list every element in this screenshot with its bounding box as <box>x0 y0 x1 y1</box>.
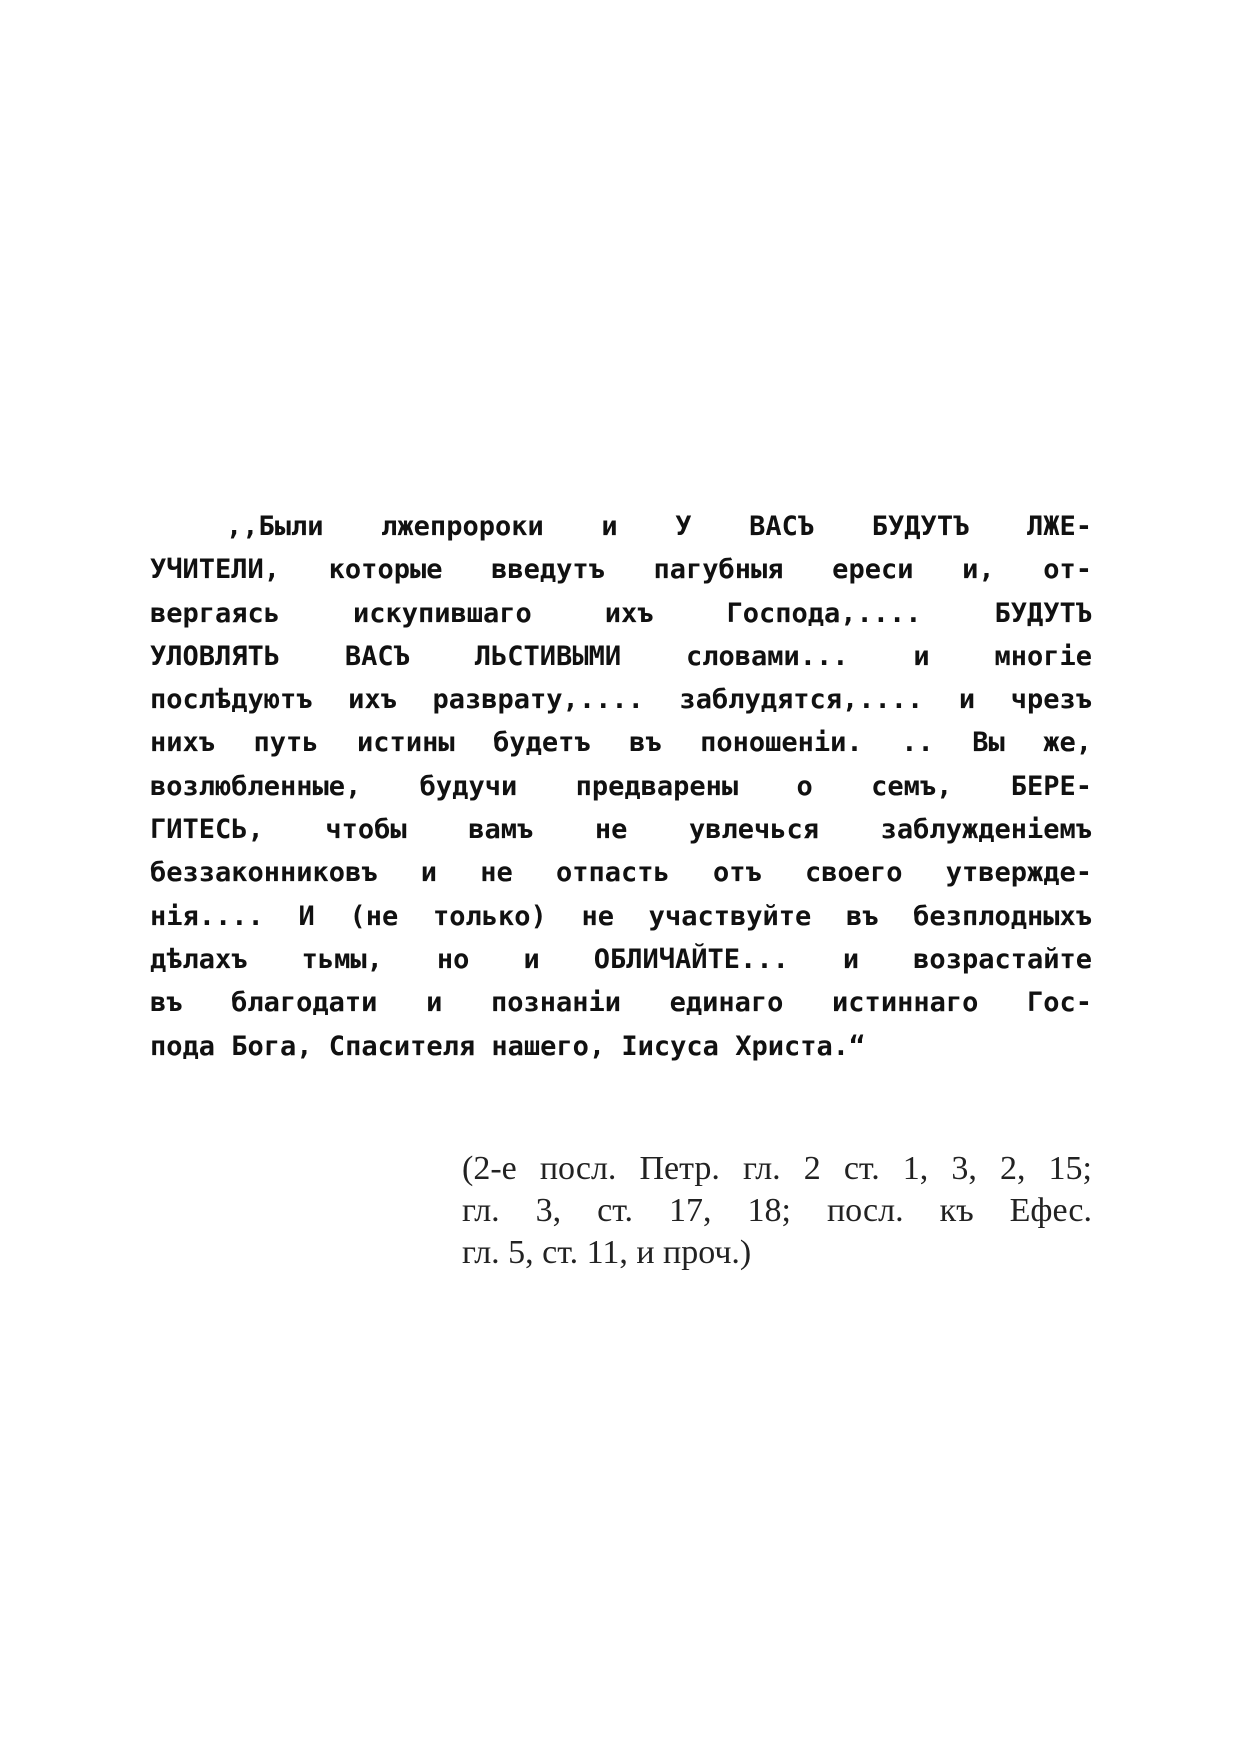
quote-line: УЛОВЛЯТЬ ВАСЪ ЛЬСТИВЫМИ словами... и многіе <box>150 640 1092 672</box>
quote-line: нія.... И (не только) не участвуйте въ безплодныхъ <box>150 900 1092 932</box>
quote-line: дѣлахъ тьмы, но и ОБЛИЧАЙТЕ... и возрастайте <box>150 943 1092 975</box>
epigraph-quote <box>150 505 1092 1068</box>
quote-line: ,,Были лжепророки и У ВАСЪ БУДУТЪ ЛЖЕ- <box>226 511 1092 542</box>
quote-line: пода Бога, Спасителя нашего, Іисуса Христа.“ <box>150 1030 866 1062</box>
quote-line: возлюбленные, будучи предварены о семъ, БЕРЕ- <box>150 770 1092 802</box>
quote-line: послѣдуютъ ихъ разврату,.... заблудятся,.... и чрезъ <box>150 684 1092 716</box>
scripture-reference <box>462 1148 1092 1274</box>
quote-line: въ благодати и познаніи единаго истиннаго Гос- <box>150 987 1092 1019</box>
reference-line: гл. 3, ст. 17, 18; посл. къ Ефес. <box>462 1192 1092 1229</box>
reference-line: гл. 5, ст. 11, и проч.) <box>462 1234 752 1271</box>
quote-line: нихъ путь истины будетъ въ поношеніи. .. Вы же, <box>150 727 1092 759</box>
quote-line: ГИТЕСЬ, чтобы вамъ не увлечься заблужденіемъ <box>150 814 1092 846</box>
quote-line: беззаконниковъ и не отпасть отъ своего утвержде- <box>150 857 1092 889</box>
reference-line: (2-е посл. Петр. гл. 2 ст. 1, 3, 2, 15; <box>462 1150 1092 1187</box>
quote-line: вергаясь искупившаго ихъ Господа,.... БУДУТЪ <box>150 597 1092 629</box>
quote-line: УЧИТЕЛИ, которые введутъ пагубныя ереси и, от- <box>150 554 1092 586</box>
